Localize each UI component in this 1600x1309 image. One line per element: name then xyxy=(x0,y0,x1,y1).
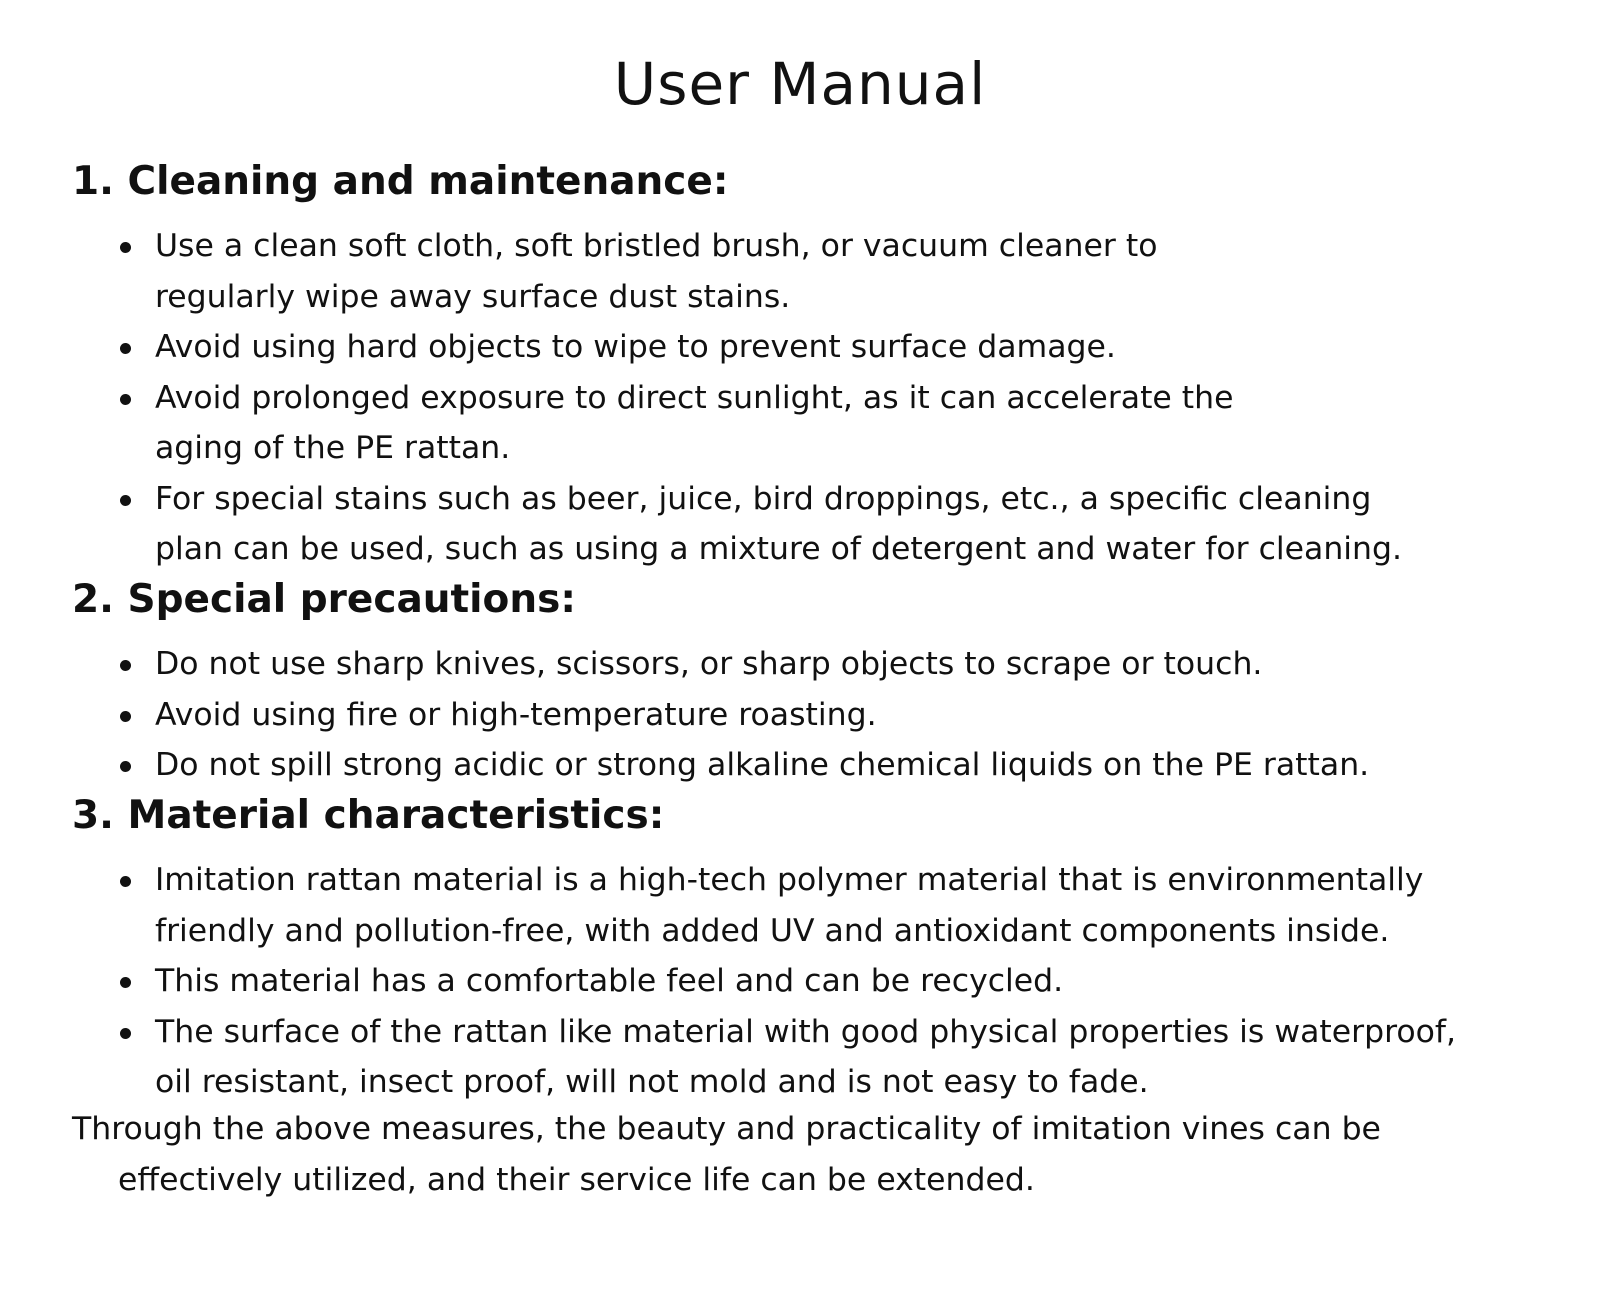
bullet-dot-icon xyxy=(120,495,131,506)
bullet-dot-icon xyxy=(120,977,131,988)
section-heading-material: 3. Material characteristics: xyxy=(72,793,665,838)
list-item-text: regularly wipe away surface dust stains. xyxy=(155,278,791,315)
list-item-text: oil resistant, insect proof, will not mold and is not easy to fade. xyxy=(155,1064,1149,1100)
list-item xyxy=(0,322,1402,373)
list-item-text: Avoid prolonged exposure to direct sunlight, as it can accelerate the xyxy=(155,379,1234,416)
bullet-list-precautions xyxy=(0,639,1369,791)
list-item-text: For special stains such as beer, juice, bird droppings, etc., a specific cleaning xyxy=(155,480,1372,517)
section-heading-precautions: 2. Special precautions: xyxy=(72,577,576,622)
list-item xyxy=(0,690,1369,741)
bullet-dot-icon xyxy=(120,876,131,887)
list-item xyxy=(0,474,1402,575)
list-item xyxy=(0,639,1369,690)
list-item xyxy=(0,373,1402,474)
list-item-text: Avoid using hard objects to wipe to prevent surface damage. xyxy=(155,329,1116,365)
closing-text-line: effectively utilized, and their service life can be extended. xyxy=(118,1161,1035,1198)
closing-paragraph xyxy=(72,1104,1381,1205)
list-item xyxy=(0,1007,1456,1108)
bullet-dot-icon xyxy=(120,394,131,405)
list-item-text: plan can be used, such as using a mixture of detergent and water for cleaning. xyxy=(155,531,1403,567)
list-item xyxy=(0,740,1369,791)
bullet-dot-icon xyxy=(120,761,131,772)
closing-text-line: Through the above measures, the beauty and practicality of imitation vines can be xyxy=(72,1111,1381,1147)
list-item-text: Imitation rattan material is a high-tech polymer material that is environmentally xyxy=(155,862,1424,898)
list-item-text: This material has a comfortable feel and can be recycled. xyxy=(155,963,1064,999)
list-item xyxy=(0,956,1456,1007)
list-item xyxy=(0,221,1402,322)
list-item-text: The surface of the rattan like material with good physical properties is waterproof, xyxy=(155,1013,1456,1050)
bullet-dot-icon xyxy=(120,1028,131,1039)
list-item-text: aging of the PE rattan. xyxy=(155,430,511,466)
list-item-text: Use a clean soft cloth, soft bristled brush, or vacuum cleaner to xyxy=(155,228,1158,264)
section-heading-cleaning: 1. Cleaning and maintenance: xyxy=(72,159,729,204)
list-item-text: Do not spill strong acidic or strong alkaline chemical liquids on the PE rattan. xyxy=(155,747,1370,783)
list-item-text: friendly and pollution-free, with added UV and antioxidant components inside. xyxy=(155,912,1390,949)
bullet-dot-icon xyxy=(120,242,131,253)
bullet-dot-icon xyxy=(120,660,131,671)
page-title: User Manual xyxy=(613,50,987,118)
bullet-dot-icon xyxy=(120,711,131,722)
bullet-list-material xyxy=(0,855,1456,1108)
bullet-dot-icon xyxy=(120,343,131,354)
list-item xyxy=(0,855,1456,956)
list-item-text: Do not use sharp knives, scissors, or sharp objects to scrape or touch. xyxy=(155,646,1263,682)
bullet-list-cleaning xyxy=(0,221,1402,575)
list-item-text: Avoid using fire or high-temperature roasting. xyxy=(155,696,877,733)
